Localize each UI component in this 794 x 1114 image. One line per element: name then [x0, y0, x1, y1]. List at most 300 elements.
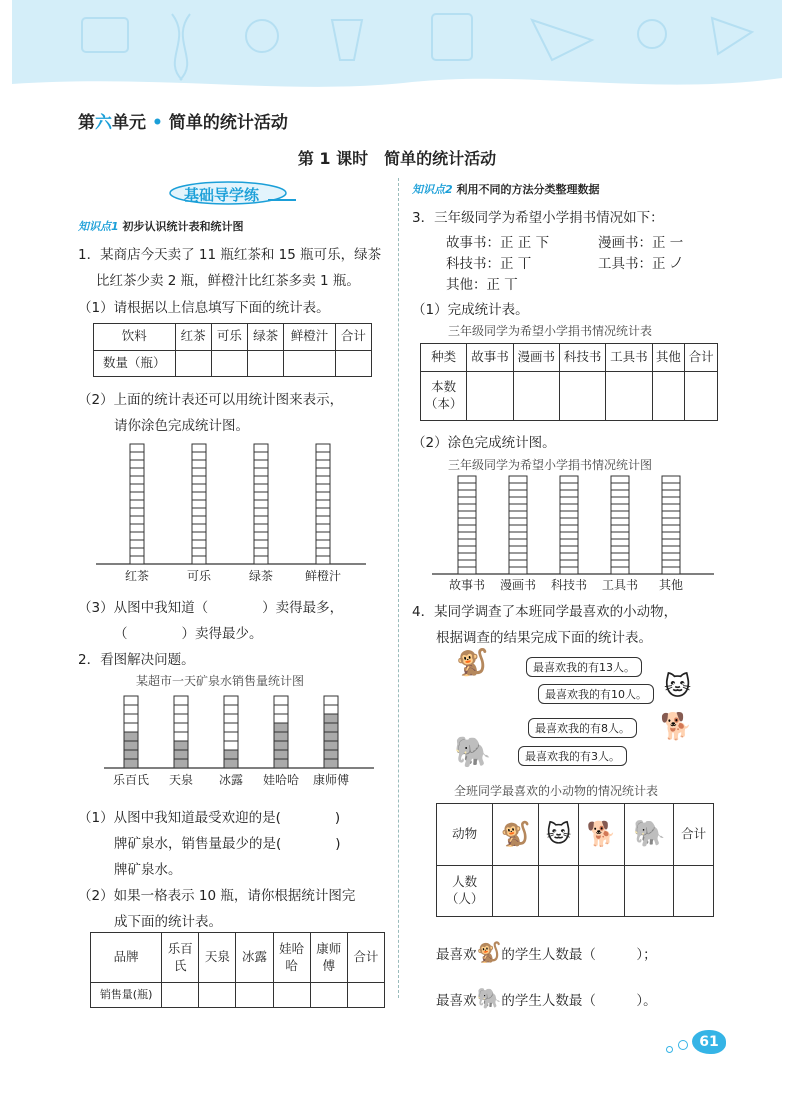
bar-cell[interactable]: [192, 540, 206, 548]
bar-cell[interactable]: [509, 483, 527, 490]
knowledge-point-1: 知识点1 初步认识统计表和统计图: [78, 220, 244, 233]
q4-table-title: 全班同学最喜欢的小动物的情况统计表: [454, 784, 659, 798]
bar-绿茶[interactable]: [254, 444, 268, 564]
bar-cell[interactable]: [662, 511, 680, 518]
bar-cell: [224, 759, 238, 768]
bar-cell[interactable]: [130, 468, 144, 476]
q4-line1: 4．某同学调查了本班同学最喜欢的小动物，: [412, 604, 678, 620]
bar-其他[interactable]: [662, 476, 680, 574]
bar-cell: [124, 696, 138, 705]
bar-cell[interactable]: [192, 508, 206, 516]
elephant-icon: 🐘: [454, 735, 492, 770]
bar-cell[interactable]: [458, 539, 476, 546]
answer-cell[interactable]: [513, 372, 559, 421]
bar-cell: [224, 714, 238, 723]
q2-line1: 2．看图解决问题。: [78, 652, 195, 668]
bar-cell[interactable]: [611, 539, 629, 546]
bar-cell[interactable]: [611, 532, 629, 539]
bar-cell[interactable]: [458, 511, 476, 518]
answer-cell[interactable]: [162, 983, 199, 1008]
bar-cell[interactable]: [130, 476, 144, 484]
answer-cell[interactable]: [335, 350, 371, 377]
bar-cell[interactable]: [509, 490, 527, 497]
q1-line2: 比红茶少卖 2 瓶，鲜橙汁比红茶多卖 1 瓶。: [96, 273, 360, 289]
bar-cell[interactable]: [192, 444, 206, 452]
tick-label: 冰露: [218, 773, 244, 787]
q2-th-6: 合计: [347, 933, 384, 983]
q2-th-2: 天泉: [199, 933, 236, 983]
bar-cell[interactable]: [192, 556, 206, 564]
q2-th-3: 冰露: [236, 933, 273, 983]
bar-cell[interactable]: [254, 556, 268, 564]
q1-th-2: 可乐: [211, 324, 247, 351]
bar-cell: [224, 732, 238, 741]
bar-cell[interactable]: [662, 483, 680, 490]
q3-th-4: 工具书: [606, 344, 652, 372]
tick-label: 绿茶: [248, 569, 274, 583]
bar-cell: [324, 705, 338, 714]
bar-cell[interactable]: [662, 546, 680, 553]
bar-cell[interactable]: [192, 492, 206, 500]
decor-dot: [666, 1046, 673, 1053]
dog-icon: 🐕: [578, 804, 624, 866]
bar-cell[interactable]: [192, 532, 206, 540]
bar-cell: [324, 732, 338, 741]
bar-漫画书[interactable]: [509, 476, 527, 574]
bar-cell[interactable]: [662, 476, 680, 483]
bar-cell[interactable]: [662, 560, 680, 567]
q3-th-0: 种类: [421, 344, 467, 372]
q2-th-4: 娃哈 哈: [273, 933, 310, 983]
bar-cell[interactable]: [316, 444, 330, 452]
q1-th-5: 合计: [335, 324, 371, 351]
bar-cell: [124, 732, 138, 741]
q4-row-label: 人数 （人）: [437, 866, 493, 917]
q2-part2-line2: 成下面的统计表。: [114, 914, 222, 930]
bar-cell: [124, 750, 138, 759]
bar-cell[interactable]: [130, 516, 144, 524]
bar-科技书[interactable]: [560, 476, 578, 574]
q2-part2-line1: （2）如果一格表示 10 瓶，请你根据统计图完: [78, 888, 356, 904]
bar-cell[interactable]: [458, 483, 476, 490]
q2-chart-title: 某超市一天矿泉水销售量统计图: [136, 674, 305, 688]
bar-cell[interactable]: [458, 497, 476, 504]
bar-cell[interactable]: [130, 532, 144, 540]
bar-cell[interactable]: [316, 516, 330, 524]
bar-cell[interactable]: [509, 532, 527, 539]
bar-cell: [274, 705, 288, 714]
answer-cell[interactable]: [624, 866, 673, 917]
bar-cell[interactable]: [316, 548, 330, 556]
bar-cell[interactable]: [458, 546, 476, 553]
bar-cell: [124, 705, 138, 714]
tick-label: 其他: [658, 578, 684, 592]
q3-tally-tool: 工具书：正 ㇢: [598, 256, 684, 272]
q1-th-3: 绿茶: [248, 324, 284, 351]
q4-th-total: 合计: [674, 804, 714, 866]
bar-cell[interactable]: [611, 483, 629, 490]
tick-label: 故事书: [448, 578, 486, 592]
bar-cell[interactable]: [192, 476, 206, 484]
bar-cell[interactable]: [458, 490, 476, 497]
bar-cell: [124, 741, 138, 750]
bar-cell[interactable]: [458, 476, 476, 483]
bar-cell: [174, 705, 188, 714]
bar-cell[interactable]: [611, 525, 629, 532]
bar-cell[interactable]: [254, 444, 268, 452]
bar-乐百氏: [124, 696, 138, 768]
q1-th-1: 红茶: [175, 324, 211, 351]
bar-cell[interactable]: [130, 452, 144, 460]
bar-cell: [324, 759, 338, 768]
q2-th-5: 康师 傅: [310, 933, 347, 983]
bar-cell[interactable]: [130, 444, 144, 452]
q3-bar-chart[interactable]: [432, 474, 714, 592]
bar-cell[interactable]: [560, 518, 578, 525]
answer-cell[interactable]: [310, 983, 347, 1008]
decor-dot: [678, 1040, 688, 1050]
bar-cell[interactable]: [458, 553, 476, 560]
q1-part3-line1: （3）从图中我知道（ ）卖得最多，: [78, 600, 344, 616]
bar-cell[interactable]: [192, 524, 206, 532]
bar-cell[interactable]: [316, 508, 330, 516]
q4-answer2: 最喜欢🐘的学生人数最（ ）。: [436, 986, 657, 1010]
answer-cell[interactable]: [578, 866, 624, 917]
q1-part2-line2: 请你涂色完成统计图。: [114, 418, 249, 434]
bar-cell[interactable]: [192, 484, 206, 492]
tick-label: 鲜橙汁: [304, 569, 342, 583]
bar-娃哈哈: [274, 696, 288, 768]
q2-th-0: 品牌: [91, 933, 162, 983]
bar-鲜橙汁[interactable]: [316, 444, 330, 564]
q3-tally-other: 其他：正 丅: [446, 277, 518, 293]
bar-cell[interactable]: [611, 553, 629, 560]
bar-cell: [274, 750, 288, 759]
bar-冰露: [224, 696, 238, 768]
bar-cell: [274, 759, 288, 768]
bar-cell[interactable]: [662, 504, 680, 511]
bar-cell[interactable]: [509, 525, 527, 532]
knowledge-point-2: 知识点2 利用不同的方法分类整理数据: [412, 183, 600, 196]
bar-cell: [174, 750, 188, 759]
bar-cell: [174, 732, 188, 741]
bar-cell: [124, 714, 138, 723]
elephant-icon: 🐘: [624, 804, 673, 866]
bar-cell[interactable]: [192, 548, 206, 556]
tick-label: 红茶: [124, 569, 150, 583]
bar-cell[interactable]: [458, 567, 476, 574]
q2-row-label: 销售量(瓶): [91, 983, 162, 1008]
bar-cell[interactable]: [560, 539, 578, 546]
bar-cell[interactable]: [130, 460, 144, 468]
q1-row-label: 数量（瓶）: [94, 350, 176, 377]
q1-part1: （1）请根据以上信息填写下面的统计表。: [78, 300, 330, 316]
bar-cell[interactable]: [662, 525, 680, 532]
bar-cell[interactable]: [254, 508, 268, 516]
bar-cell: [324, 723, 338, 732]
answer-cell[interactable]: [236, 983, 273, 1008]
bar-cell: [324, 750, 338, 759]
q3-chart-title: 三年级同学为希望小学捐书情况统计图: [448, 458, 653, 472]
q2-bar-chart: [104, 690, 374, 796]
bar-cell[interactable]: [254, 500, 268, 508]
bar-cell[interactable]: [509, 567, 527, 574]
bar-cell[interactable]: [316, 524, 330, 532]
bar-cell[interactable]: [509, 539, 527, 546]
q1-bar-chart[interactable]: [96, 436, 386, 586]
q2-part1-line2: 牌矿泉水，销售量最少的是( ): [114, 836, 341, 852]
bar-cell: [274, 732, 288, 741]
bar-cell[interactable]: [509, 511, 527, 518]
answer-cell[interactable]: [248, 350, 284, 377]
bar-cell: [324, 696, 338, 705]
bar-cell[interactable]: [509, 553, 527, 560]
bar-cell[interactable]: [662, 553, 680, 560]
bar-cell[interactable]: [560, 546, 578, 553]
answer-cell[interactable]: [467, 372, 513, 421]
bar-cell[interactable]: [509, 504, 527, 511]
cat-icon: 🐱: [539, 804, 579, 866]
bar-cell[interactable]: [316, 492, 330, 500]
bar-cell[interactable]: [560, 567, 578, 574]
q3-part1: （1）完成统计表。: [412, 302, 529, 318]
q4-th-animal: 动物: [437, 804, 493, 866]
tick-label: 康师傅: [312, 773, 350, 787]
bar-cell[interactable]: [662, 539, 680, 546]
bar-cell: [174, 696, 188, 705]
q2-part1-line3: 牌矿泉水。: [114, 862, 182, 878]
dog-icon: 🐕: [660, 712, 693, 742]
bar-cell[interactable]: [130, 508, 144, 516]
bar-cell[interactable]: [254, 540, 268, 548]
bar-cell[interactable]: [254, 484, 268, 492]
tick-label: 娃哈哈: [262, 773, 300, 787]
bar-cell[interactable]: [560, 504, 578, 511]
bar-cell: [174, 759, 188, 768]
bar-cell[interactable]: [316, 460, 330, 468]
bar-cell: [174, 741, 188, 750]
bar-红茶[interactable]: [130, 444, 144, 564]
bar-故事书[interactable]: [458, 476, 476, 574]
bar-cell[interactable]: [560, 476, 578, 483]
bar-cell: [224, 696, 238, 705]
bar-cell[interactable]: [509, 560, 527, 567]
tick-label: 天泉: [168, 773, 194, 787]
bar-cell[interactable]: [509, 476, 527, 483]
answer-cell[interactable]: [347, 983, 384, 1008]
bar-cell[interactable]: [316, 468, 330, 476]
bar-cell: [224, 705, 238, 714]
bar-cell[interactable]: [560, 532, 578, 539]
bar-cell: [324, 741, 338, 750]
bar-cell[interactable]: [509, 518, 527, 525]
bar-cell[interactable]: [130, 556, 144, 564]
q3-th-1: 故事书: [467, 344, 513, 372]
bar-cell[interactable]: [316, 484, 330, 492]
unit-title: 第六单元 • 简单的统计活动: [78, 113, 288, 133]
speech-bubble-2: 最喜欢我的有10人。: [538, 684, 654, 704]
speech-bubble-4: 最喜欢我的有3人。: [518, 746, 627, 766]
bar-可乐[interactable]: [192, 444, 206, 564]
cat-icon: 🐱: [664, 672, 692, 702]
answer-cell[interactable]: [559, 372, 605, 421]
q1-line1: 1．某商店今天卖了 11 瓶红茶和 15 瓶可乐，绿茶: [78, 247, 382, 263]
bar-cell[interactable]: [611, 476, 629, 483]
lesson-title: 第 1 课时 简单的统计活动: [297, 149, 497, 168]
q1-part3-line2: （ ）卖得最少。: [114, 626, 263, 642]
q1-th-4: 鲜橙汁: [284, 324, 335, 351]
bar-cell[interactable]: [254, 476, 268, 484]
bar-cell[interactable]: [611, 546, 629, 553]
bar-cell[interactable]: [254, 452, 268, 460]
bar-cell[interactable]: [130, 548, 144, 556]
bar-cell[interactable]: [662, 497, 680, 504]
q1-th-0: 饮料: [94, 324, 176, 351]
bar-cell: [274, 741, 288, 750]
bar-cell[interactable]: [254, 468, 268, 476]
answer-cell[interactable]: [211, 350, 247, 377]
bar-cell[interactable]: [130, 540, 144, 548]
column-divider: [398, 178, 399, 998]
bar-cell[interactable]: [316, 452, 330, 460]
q3-tally-story: 故事书：正 正 下: [446, 235, 550, 251]
q4-line2: 根据调查的结果完成下面的统计表。: [436, 630, 652, 646]
q4-table: [436, 803, 714, 917]
q3-tally-comic: 漫画书：正 一: [598, 235, 684, 251]
bar-cell[interactable]: [560, 553, 578, 560]
q2-th-1: 乐百 氏: [162, 933, 199, 983]
bar-cell[interactable]: [316, 540, 330, 548]
answer-cell[interactable]: [606, 372, 652, 421]
bar-cell: [224, 723, 238, 732]
bar-cell[interactable]: [130, 492, 144, 500]
bar-cell[interactable]: [560, 511, 578, 518]
bar-cell[interactable]: [458, 525, 476, 532]
answer-cell[interactable]: [284, 350, 335, 377]
page-number: 61: [692, 1030, 726, 1054]
bar-cell[interactable]: [611, 567, 629, 574]
q3-part2: （2）涂色完成统计图。: [412, 435, 556, 451]
bar-cell: [174, 714, 188, 723]
q3-table-title: 三年级同学为希望小学捐书情况统计表: [448, 324, 653, 338]
bar-cell[interactable]: [662, 490, 680, 497]
bar-cell[interactable]: [662, 567, 680, 574]
q1-part2-line1: （2）上面的统计表还可以用统计图来表示，: [78, 392, 344, 408]
bar-cell[interactable]: [254, 516, 268, 524]
bar-cell[interactable]: [611, 518, 629, 525]
bar-cell[interactable]: [611, 560, 629, 567]
bar-cell[interactable]: [560, 560, 578, 567]
bar-cell[interactable]: [458, 504, 476, 511]
bar-康师傅: [324, 696, 338, 768]
answer-cell[interactable]: [199, 983, 236, 1008]
bar-cell[interactable]: [458, 532, 476, 539]
q4-answer1: 最喜欢🐒的学生人数最（ ）；: [436, 940, 657, 964]
bar-cell: [174, 723, 188, 732]
bar-cell[interactable]: [458, 560, 476, 567]
q2-table: [90, 932, 385, 1008]
tick-label: 科技书: [550, 578, 588, 592]
bar-cell[interactable]: [316, 532, 330, 540]
bar-cell[interactable]: [560, 490, 578, 497]
bar-cell: [124, 759, 138, 768]
tick-label: 可乐: [186, 569, 212, 583]
bar-cell[interactable]: [130, 484, 144, 492]
answer-cell[interactable]: [539, 866, 579, 917]
bar-cell[interactable]: [509, 546, 527, 553]
bar-cell[interactable]: [192, 516, 206, 524]
bar-cell[interactable]: [254, 548, 268, 556]
bar-工具书[interactable]: [611, 476, 629, 574]
bar-cell: [124, 723, 138, 732]
speech-bubble-3: 最喜欢我的有8人。: [528, 718, 637, 738]
bar-cell[interactable]: [192, 460, 206, 468]
bar-cell[interactable]: [458, 518, 476, 525]
q3-th-2: 漫画书: [513, 344, 559, 372]
bar-cell[interactable]: [254, 492, 268, 500]
speech-bubble-1: 最喜欢我的有13人。: [526, 657, 642, 677]
q3-th-5: 其他: [652, 344, 685, 372]
bar-cell[interactable]: [316, 556, 330, 564]
bar-cell[interactable]: [316, 476, 330, 484]
bar-cell[interactable]: [611, 497, 629, 504]
answer-cell[interactable]: [674, 866, 714, 917]
q3-row-label: 本数 （本）: [421, 372, 467, 421]
q3-tally-science: 科技书：正 丅: [446, 256, 532, 272]
bar-cell[interactable]: [611, 511, 629, 518]
bar-cell[interactable]: [611, 504, 629, 511]
answer-cell[interactable]: [175, 350, 211, 377]
tick-label: 乐百氏: [112, 773, 150, 787]
tick-label: 工具书: [601, 578, 639, 592]
bar-cell[interactable]: [560, 483, 578, 490]
bar-cell[interactable]: [560, 525, 578, 532]
q3-line1: 3．三年级同学为希望小学捐书情况如下：: [412, 210, 664, 226]
monkey-icon: 🐒: [493, 804, 539, 866]
bar-cell[interactable]: [662, 518, 680, 525]
q3-th-6: 合计: [685, 344, 718, 372]
bar-cell[interactable]: [560, 497, 578, 504]
bar-cell[interactable]: [130, 500, 144, 508]
bar-天泉: [174, 696, 188, 768]
monkey-icon: 🐒: [476, 940, 502, 964]
monkey-icon: 🐒: [456, 648, 489, 678]
bar-cell: [324, 714, 338, 723]
bar-cell[interactable]: [254, 460, 268, 468]
q1-table: [93, 323, 372, 377]
bar-cell[interactable]: [254, 524, 268, 532]
answer-cell[interactable]: [493, 866, 539, 917]
answer-cell[interactable]: [273, 983, 310, 1008]
bar-cell[interactable]: [509, 497, 527, 504]
bar-cell[interactable]: [192, 468, 206, 476]
q2-part1-line1: （1）从图中我知道最受欢迎的是( ): [78, 810, 341, 826]
bar-cell[interactable]: [316, 500, 330, 508]
answer-cell[interactable]: [685, 372, 718, 421]
bar-cell[interactable]: [611, 490, 629, 497]
section-badge: 基础导学练: [168, 180, 298, 206]
bar-cell[interactable]: [254, 532, 268, 540]
bar-cell[interactable]: [130, 524, 144, 532]
tick-label: 漫画书: [499, 578, 537, 592]
answer-cell[interactable]: [652, 372, 685, 421]
bar-cell[interactable]: [192, 500, 206, 508]
bar-cell[interactable]: [192, 452, 206, 460]
bar-cell: [274, 696, 288, 705]
elephant-icon: 🐘: [476, 986, 502, 1010]
header-banner: [12, 0, 782, 96]
bar-cell[interactable]: [662, 532, 680, 539]
